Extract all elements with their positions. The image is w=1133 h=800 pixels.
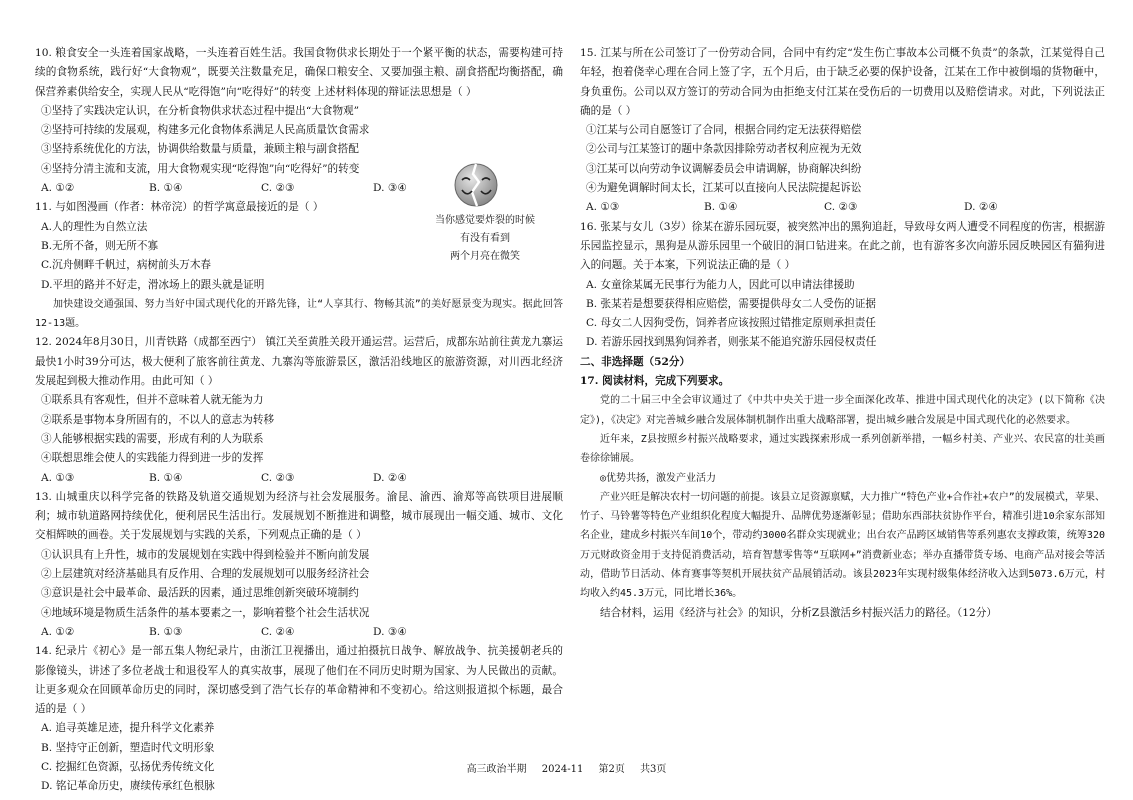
- question-11-option-d: D.平坦的路并不好走，滑冰场上的跟头就是证明: [41, 278, 265, 291]
- option-b: B. ①④: [149, 182, 183, 195]
- question-12-item-2: ②联系是事物本身所固有的，不以人的意志为转移: [41, 413, 275, 426]
- question-13-item-3: ③意识是社会中最革命、最活跃的因素，通过思维创新突破环境制约: [41, 587, 359, 600]
- question-15-item-3: ③江某可以向劳动争议调解委员会申请调解，协商解决纠纷: [586, 162, 862, 175]
- question-14-option-c: C. 挖掘红色资源，弘扬优秀传统文化: [41, 760, 215, 773]
- question-10-item-2: ②坚持可持续的发展观，构建多元化食物体系满足人民高质量饮食需求: [41, 124, 370, 137]
- option-d: D. ③④: [373, 625, 407, 638]
- right-column: [580, 44, 1105, 623]
- question-17-heading: 17. 阅读材料，完成下列要求。: [580, 375, 730, 388]
- option-a: A. ①②: [41, 182, 75, 195]
- question-13-options: [35, 623, 563, 642]
- question-16: [580, 218, 1105, 353]
- caption-line-1: 当你感觉要炸裂的时候: [435, 215, 535, 227]
- cartoon-caption: [425, 212, 545, 266]
- footer-date: 2024-11: [541, 764, 584, 775]
- option-d: D. ③④: [373, 182, 407, 195]
- question-13-stem: 13. 山城重庆以科学完备的铁路及轨道交通规划为经济与社会发展服务。渝昆、渝西、渝郑等高铁项目进展顺利；城市轨道路网持续优化，便利居民生活出行。发展规划不断推进和调整，城市展现出一幅交通、城市、文化交相辉映的画卷。关于发展规划与实践的关系，下列观点正确的是（ ）: [35, 490, 563, 542]
- question-12: [35, 333, 563, 487]
- option-a: A. ①③: [41, 471, 75, 484]
- material-12-13: 加快建设交通强国、努力当好中国式现代化的开路先锋，让“人享其行、物畅其流”的美好愿景变为现实。据此回答12-13题。: [35, 298, 563, 330]
- question-11-stem: 11. 与如图漫画（作者：林帝浣）的哲学寓意最接近的是（ ）: [35, 201, 324, 214]
- question-11: [35, 198, 563, 294]
- question-15-item-4: ④为避免调解时间太长，江某可以直接向人民法院提起诉讼: [586, 182, 862, 195]
- question-17-paragraph-3: 产业兴旺是解决农村一切问题的前提。该县立足资源禀赋，大力推广“特色产业+合作社+农户”的发展模式，苹果、竹子、马铃薯等特色产业组织化程度大幅提升、品牌优势逐渐彰显；借助东西部扶贫协作平台，精准引进10余家东部知名企业，建成乡村振兴车间10个，带动约3000名群众实现就业；出台农产品跨区域销售等系列惠农支撑政策，统筹320万元财政资金用于支持促消费活动，培育智慧零售等“互联网+”消费新业态；举办直播带货专场、电商产品对接会等活动，借助节日活动、体育赛事等契机开展扶贫产品展销活动。该县2023年实现村级集体经济收入达到5073.6万元，村均收入约45.3万元，同比增长36%。: [580, 491, 1105, 600]
- question-14-option-a: A. 追寻英雄足迹，提升科学文化素养: [41, 722, 215, 735]
- question-12-stem: 12. 2024年8月30日，川青铁路（成都至西宁） 镇江关至黄胜关段开通运营。运营后，成都东站前往黄龙九寨运最快1小时39分可达，极大便利了旅客前往黄龙、九寨沟等旅游景区，激活沿线地区的旅游资源，对川西北经济发展起到极大推动作用。由此可知（ ）: [35, 336, 563, 388]
- question-12-options: [35, 469, 563, 488]
- question-10-item-4: ④坚持分清主流和支流，用大食物观实现“吃得饱”向“吃得好”的转变: [41, 162, 360, 175]
- section-heading: 二、非选择题（52分）: [580, 355, 691, 368]
- question-11-option-b: B.无所不备，则无所不寡: [41, 239, 159, 252]
- option-a: A. ①③: [586, 201, 620, 214]
- option-b: B. ①③: [149, 625, 183, 638]
- option-c: C. ②③: [261, 471, 295, 484]
- question-10-item-1: ①坚持了实践决定认识，在分析食物供求状态过程中提出“大食物观”: [41, 104, 360, 117]
- smiling-moons-cartoon-icon: [453, 162, 499, 208]
- question-15-item-1: ①江某与公司自愿签订了合同，根据合同约定无法获得赔偿: [586, 124, 862, 137]
- option-b: B. ①④: [704, 201, 738, 214]
- left-column: [35, 44, 563, 797]
- question-17-paragraph-2: 近年来，Z县按照乡村振兴战略要求，通过实践探索形成一系列创新举措，一幅乡村美、产业兴、农民富的壮美画卷徐徐铺展。: [580, 433, 1105, 465]
- footer-total: 共3页: [640, 764, 667, 775]
- footer-page: 第2页: [598, 764, 625, 775]
- question-13: [35, 488, 563, 642]
- question-15-options: [580, 198, 1105, 217]
- question-12-item-3: ③人能够根据实践的需要，形成有利的人为联系: [41, 432, 264, 445]
- caption-line-2: 有没有看到: [460, 233, 510, 245]
- question-14-stem: 14. 纪录片《初心》是一部五集人物纪录片，由浙江卫视播出，通过拍摄抗日战争、解放战争、抗美援朝老兵的影像镜头，讲述了多位老战士和退役军人的真实故事，展现了他们在不同历史时期为国家、为人民做出的贡献。让更多观众在回顾革命历史的同时，深切感受到了浩气长存的革命精神和不变初心。给这则报道拟个标题，最合适的是（ ）: [35, 645, 563, 716]
- question-10-item-3: ③坚持系统优化的方法，协调供给数量与质量，兼顾主粮与副食搭配: [41, 143, 359, 156]
- question-16-option-a: A. 女童徐某属无民事行为能力人，因此可以申请法律援助: [586, 278, 855, 291]
- page-footer: [0, 760, 1133, 775]
- option-c: C. ②③: [261, 182, 295, 195]
- question-14-option-d: D. 铭记革命历史，赓续传承红色根脉: [41, 780, 215, 793]
- option-c: C. ②③: [824, 201, 858, 214]
- question-13-item-2: ②上层建筑对经济基础具有反作用、合理的发展规划可以服务经济社会: [41, 568, 370, 581]
- question-16-option-c: C. 母女二人因狗受伤，饲养者应该按照过错推定原则承担责任: [586, 317, 876, 330]
- option-b: B. ①④: [149, 471, 183, 484]
- option-c: C. ②④: [261, 625, 295, 638]
- question-15-item-2: ②公司与江某签订的题中条款因排除劳动者权利应视为无效: [586, 143, 862, 156]
- option-a: A. ①②: [41, 625, 75, 638]
- question-12-item-1: ①联系具有客观性，但并不意味着人就无能为力: [41, 394, 264, 407]
- question-10-stem: 10. 粮食安全一头连着国家战略，一头连着百姓生活。我国食物供求长期处于一个紧平衡的状态，需要构建可持续的食物系统，践行好“大食物观”，既要关注数量充足，确保口粮安全、又要加强主粮、副食搭配均衡搭配，确保营养素供给安全，实现人民从“吃得饱”向“吃得好”的转变 上述材料体现的辩证法思想是（ ）: [35, 47, 563, 98]
- option-d: D. ②④: [964, 201, 998, 214]
- question-16-stem: 16. 张某与女儿（3岁）徐某在游乐园玩耍，被突然冲出的黑狗追赶，导致母女两人遭受不同程度的伤害，根据游乐园监控显示，黑狗是从游乐园里一个破旧的洞口钻进来。在此之前，也有游客多次向游乐园反映园区有猫狗进入的问题。关于本案，下列说法正确的是（ ）: [580, 220, 1105, 272]
- question-15-stem: 15. 江某与所在公司签订了一份劳动合同，合同中有约定“发生伤亡事故本公司概不负责”的条款，江某觉得自己年轻，抱着侥幸心理在合同上签了字，五个月后，由于缺乏必要的保护设备，江某在工作中被倒塌的货物砸中，身负重伤。公司以双方签订的劳动合同为由拒绝支付江某在受伤后的一切费用以及赔偿请求。对此，下列说法正确的是（ ）: [580, 47, 1105, 117]
- question-13-item-4: ④地域环境是物质生活条件的基本要素之一，影响着整个社会生活状况: [41, 606, 370, 619]
- caption-line-3: 两个月亮在微笑: [450, 251, 520, 263]
- option-d: D. ②④: [373, 471, 407, 484]
- question-11-option-c: C.沉舟侧畔千帆过，病树前头万木春: [41, 259, 212, 272]
- question-16-option-d: D. 若游乐园找到黑狗饲养者，则张某不能追究游乐园侵权责任: [586, 336, 877, 349]
- question-13-item-1: ①认识具有上升性，城市的发展规划在实践中得到检验并不断向前发展: [41, 548, 370, 561]
- question-17-paragraph-1: 党的二十届三中全会审议通过了《中共中央关于进一步全面深化改革、推进中国式现代化的决定》(以下简称《决定》)，《决定》对完善城乡融合发展体制机制作出重大战略部署，提出城乡融合发展是中国式现代化的必然要求。: [580, 395, 1105, 426]
- question-14-option-b: B. 坚持守正创新，塑造时代文明形象: [41, 741, 215, 754]
- question-12-item-4: ④联想思维会使人的实践能力得到进一步的发挥: [41, 452, 264, 465]
- question-16-option-b: B. 张某若是想要获得相应赔偿，需要提供母女二人受伤的证据: [586, 297, 876, 310]
- question-11-option-a: A.人的理性为自然立法: [41, 220, 148, 233]
- footer-course: 高三政治半期: [466, 764, 527, 775]
- question-17: [580, 372, 1105, 623]
- question-17-subheading: ◎优势共扬，激发产业活力: [600, 472, 717, 484]
- question-17-task: 结合材料，运用《经济与社会》的知识，分析Z县激活乡村振兴活力的路径。（12分）: [600, 606, 997, 619]
- question-15: [580, 44, 1105, 218]
